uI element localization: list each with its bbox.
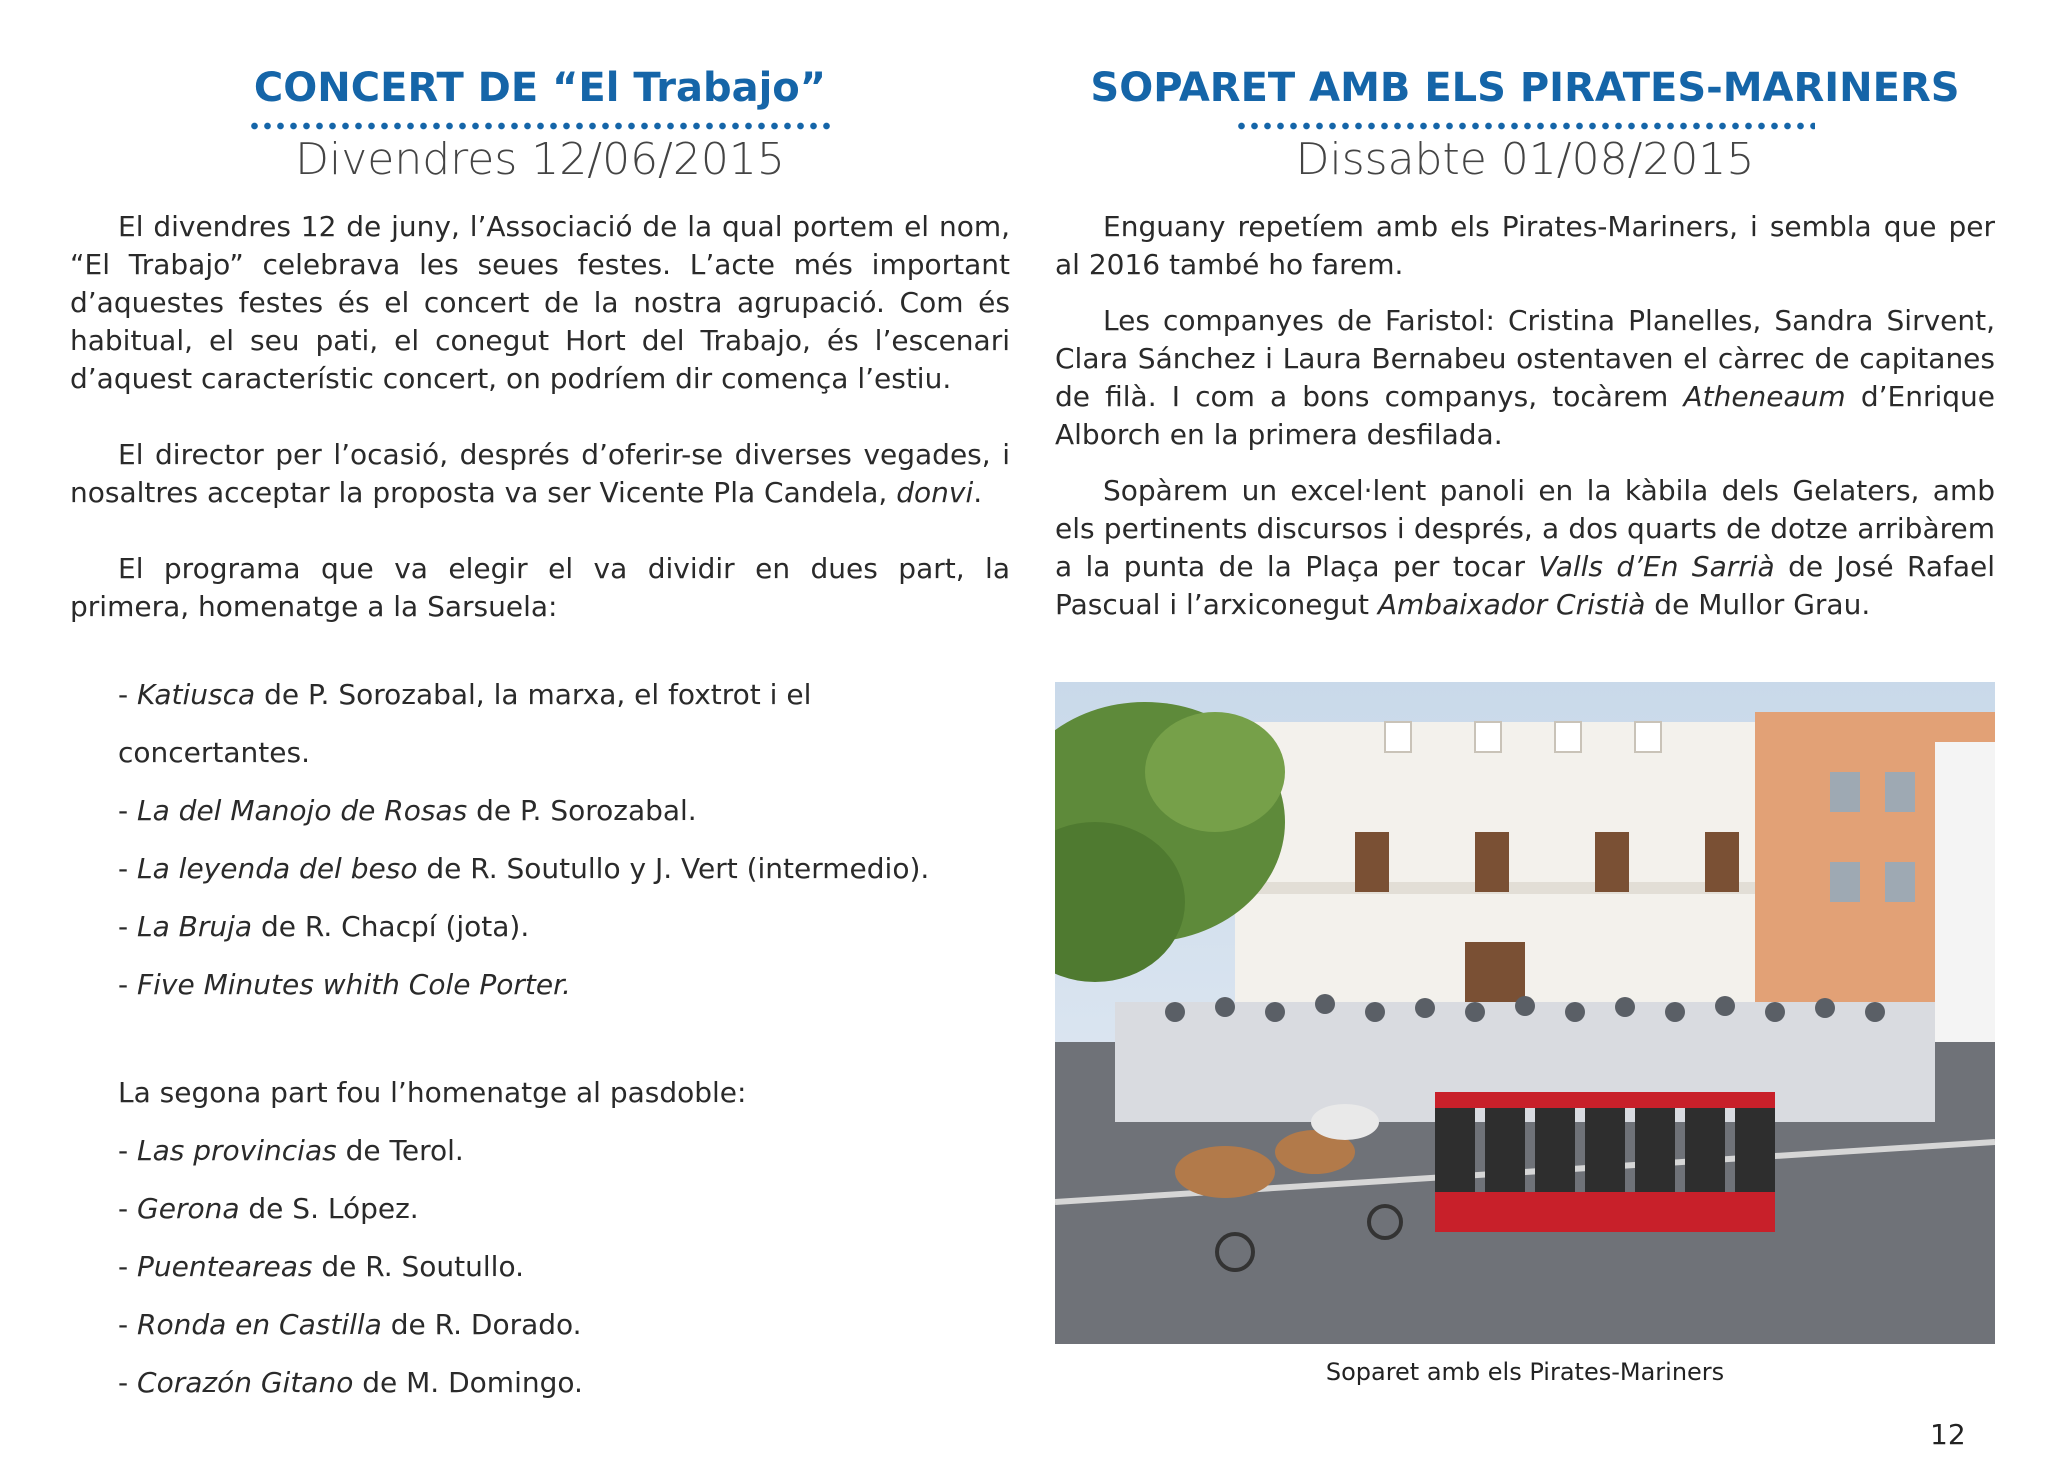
plaza-scene-illustration bbox=[1055, 682, 1995, 1344]
soparet-paragraph-1: Enguany repetíem amb els Pirates-Mariners, i sembla que per al 2016 també ho farem. bbox=[1055, 210, 1995, 281]
list-item: - La del Manojo de Rosas de P. Sorozabal. bbox=[118, 794, 697, 827]
list-item: - Ronda en Castilla de R. Dorado. bbox=[118, 1308, 582, 1341]
concert-date: Divendres 12/06/2015 bbox=[295, 134, 785, 185]
list-item: - Las provincias de Terol. bbox=[118, 1134, 464, 1167]
soparet-paragraph-3: Sopàrem un excel·lent panoli en la kàbila dels Gelaters, amb els pertinents discursos i després, a dos quarts de dotze arribàrem a la punta de la Plaça per tocar Valls d’En Sarrià de José Rafael Pascual i l’arxiconegut Ambaixador Cristià de Mullor Grau. bbox=[1055, 474, 1995, 621]
list-item: - Five Minutes whith Cole Porter. bbox=[118, 968, 571, 1001]
page-number: 12 bbox=[1930, 1418, 1966, 1451]
list-item: - La leyenda del beso de R. Soutullo y J. Vert (intermedio). bbox=[118, 852, 930, 885]
list-item: - Puenteareas de R. Soutullo. bbox=[118, 1250, 524, 1283]
concert-title: CONCERT DE “El Trabajo” bbox=[253, 65, 827, 111]
right-column bbox=[1055, 60, 1995, 624]
pasdoble-intro: La segona part fou l’homenatge al pasdoble: bbox=[118, 1076, 747, 1109]
program-list-sarsuela bbox=[70, 666, 1010, 1014]
program-list-pasdoble bbox=[70, 1122, 1010, 1412]
soparet-date: Dissabte 01/08/2015 bbox=[1295, 134, 1755, 185]
title-dotted-divider bbox=[248, 122, 833, 130]
concert-paragraph-1: El divendres 12 de juny, l’Associació de la qual portem el nom, “El Trabajo” celebrava les seues festes. L’acte més important d’aquestes festes és el concert de la nostra agrupació. Com és habitual, el seu pati, el conegut Hort del Trabajo, és l’escenari d’aquest característic concert, on podríem dir comença l’estiu. bbox=[70, 210, 1010, 395]
list-item: - Gerona de S. López. bbox=[118, 1192, 419, 1225]
event-photo bbox=[1055, 682, 1995, 1344]
soparet-title: SOPARET AMB ELS PIRATES-MARINERS bbox=[1090, 65, 1960, 111]
soparet-paragraph-2: Les companyes de Faristol: Cristina Planelles, Sandra Sirvent, Clara Sánchez i Laura Bernabeu ostentaven el càrrec de capitanes de filà. I com a bons companys, tocàrem Atheneaum d’Enrique Alborch en la primera desfilada. bbox=[1055, 304, 1995, 451]
title-dotted-divider bbox=[1235, 122, 1815, 130]
left-column bbox=[70, 60, 1010, 1412]
list-item: - Corazón Gitano de M. Domingo. bbox=[118, 1366, 583, 1399]
concert-paragraph-2: El director per l’ocasió, després d’oferir-se diverses vegades, i nosaltres acceptar la proposta va ser Vicente Pla Candela, donvi. bbox=[70, 438, 1010, 509]
list-item: - Katiusca de P. Sorozabal, la marxa, el foxtrot i el concertantes. bbox=[118, 678, 812, 769]
list-item: - La Bruja de R. Chacpí (jota). bbox=[118, 910, 530, 943]
photo-caption: Soparet amb els Pirates-Mariners bbox=[1325, 1358, 1725, 1386]
concert-paragraph-3: El programa que va elegir el va dividir en dues part, la primera, homenatge a la Sarsuela: bbox=[70, 552, 1010, 623]
